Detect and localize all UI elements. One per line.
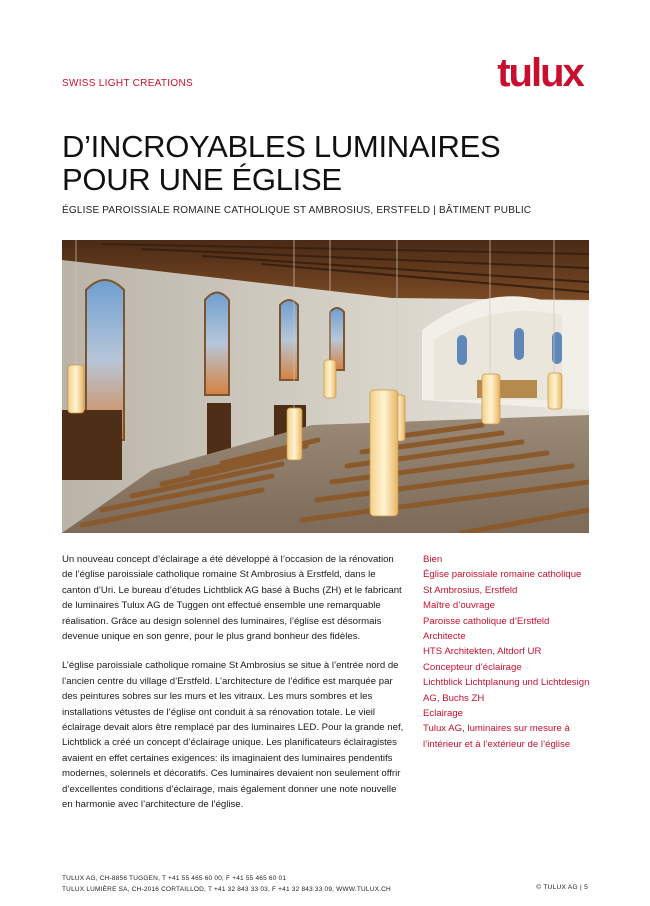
- title-line-2: POUR UNE ÉGLISE: [62, 162, 342, 197]
- project-details: [423, 552, 593, 752]
- detail-label: Bien: [423, 554, 443, 565]
- detail-value: HTS Architekten, Altdorf UR: [423, 646, 542, 658]
- detail-label: Eclairage: [423, 708, 463, 720]
- page-subtitle: ÉGLISE PAROISSIALE ROMAINE CATHOLIQUE ST AMBROSIUS, ERSTFELD | BÂTIMENT PUBLIC: [62, 205, 532, 216]
- detail-value: Tulux AG, luminaires sur mesure à l’intérieur et à l’extérieur de l’église: [423, 723, 571, 750]
- footer-line-2: TULUX LUMIÈRE SA, CH-2016 CORTAILLOD, T +41 32 843 33 03, F +41 32 843 33 09, WWW.TULUX.CH: [62, 886, 391, 893]
- tagline: SWISS LIGHT CREATIONS: [62, 78, 193, 89]
- svg-text:tulux: tulux: [497, 52, 583, 92]
- detail-label: Concepteur d’éclairage: [423, 661, 522, 673]
- title-line-1: D’INCROYABLES LUMINAIRES: [62, 129, 501, 164]
- article-body: [62, 552, 407, 827]
- footer-contact: [62, 873, 391, 895]
- footer-line-1: TULUX AG, CH-8856 TUGGEN, T +41 55 465 60 00, F +41 55 465 60 01: [62, 875, 287, 882]
- detail-value: Lichtblick Lichtplanung und Lichtdesign AG, Buchs ZH: [423, 677, 590, 704]
- page-title: [62, 130, 582, 196]
- article-paragraph-1: Un nouveau concept d’éclairage a été développé à l’occasion de la rénovation de l’église paroissiale catholique romaine St Ambrosius à Erstfeld, dans le canton d’Uri. Le bureau d’études Lichtblick AG basé à Buchs (ZH) et le fabricant de luminaires Tulux AG de Tuggen ont effectué ensemble une remarquable réalisation. Grâce au design solennel des luminaires, l’église est désormais devenue unique en son genre, pour le plus grand bonheur des fidèles.: [62, 554, 402, 643]
- church-interior-photo: [62, 240, 589, 533]
- detail-label: Architecte: [423, 631, 466, 643]
- copyright-page-number: © TULUX AG | 5: [536, 884, 588, 891]
- detail-value: Paroisse catholique d’Erstfeld: [423, 615, 550, 627]
- detail-value: Église paroissiale romaine catholique St Ambrosius, Erstfeld: [423, 569, 582, 596]
- detail-label: Maître d’ouvrage: [423, 600, 495, 612]
- article-paragraph-2: L’église paroissiale catholique romaine St Ambrosius se situe à l’entrée nord de l’ancien centre du village d’Erstfeld. L’architecture de l’édifice est marquée par des peintures sobres sur les murs et les vitraux. Les murs sombres et les installations vétustes de l’église ont conduit à sa rénovation totale. Le vieil éclairage devait alors être remplacé par des luminaires LED. Pour la grande nef, Lichtblick a créé un concept d’éclairage unique. Les planificateurs éclairagistes avaient en effet certaines exigences: ils imaginaient des luminaires pendentifs modernes, solennels et décoratifs. Ces luminaires devaient non seulement offrir d’excellentes conditions d’éclairage, mais également donner une note nouvelle en harmonie avec l’architecture de l’église.: [62, 660, 404, 811]
- tulux-logo: [490, 52, 590, 92]
